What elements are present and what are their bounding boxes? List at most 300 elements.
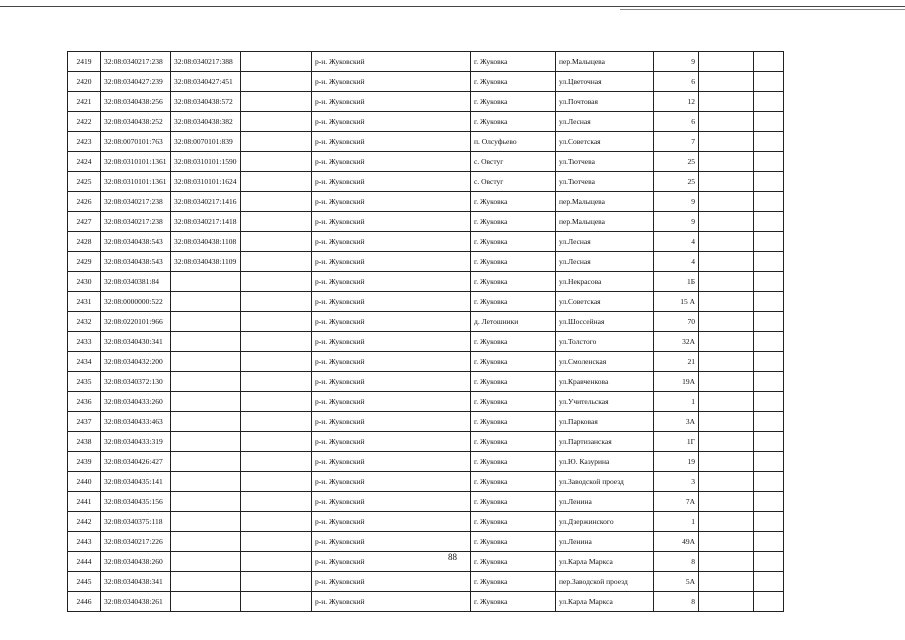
house-number-cell: 1 xyxy=(654,512,699,532)
empty-cell xyxy=(241,112,312,132)
street-cell: ул.Толстого xyxy=(556,332,654,352)
district-cell: р-н. Жуковский xyxy=(312,52,471,72)
town-cell: г. Жуковка xyxy=(471,552,556,572)
street-cell: ул.Лесная xyxy=(556,252,654,272)
empty-cell xyxy=(754,512,784,532)
row-number-cell: 2438 xyxy=(68,432,101,452)
town-cell: г. Жуковка xyxy=(471,252,556,272)
row-number-cell: 2422 xyxy=(68,112,101,132)
empty-cell xyxy=(241,412,312,432)
row-number-cell: 2442 xyxy=(68,512,101,532)
district-cell: р-н. Жуковский xyxy=(312,152,471,172)
empty-cell xyxy=(754,572,784,592)
cadastral-number-cell: 32:08:0340433:319 xyxy=(101,432,171,452)
premises-cadastral-number-cell: 32:08:0310101:1624 xyxy=(171,172,241,192)
table-row xyxy=(68,272,784,292)
premises-cadastral-number-cell xyxy=(171,372,241,392)
row-number-cell: 2446 xyxy=(68,592,101,612)
street-cell: ул.Лесная xyxy=(556,112,654,132)
table-row xyxy=(68,572,784,592)
house-number-cell: 7 xyxy=(654,132,699,152)
town-cell: г. Жуковка xyxy=(471,352,556,372)
row-number-cell: 2436 xyxy=(68,392,101,412)
house-number-cell: 4 xyxy=(654,232,699,252)
town-cell: п. Олсуфьево xyxy=(471,132,556,152)
empty-cell xyxy=(754,452,784,472)
premises-cadastral-number-cell: 32:08:0310101:1590 xyxy=(171,152,241,172)
premises-cadastral-number-cell xyxy=(171,272,241,292)
street-cell: ул.Советская xyxy=(556,292,654,312)
empty-cell xyxy=(241,532,312,552)
row-number-cell: 2431 xyxy=(68,292,101,312)
empty-cell xyxy=(241,252,312,272)
empty-cell xyxy=(754,532,784,552)
table-row xyxy=(68,92,784,112)
empty-cell xyxy=(699,532,754,552)
empty-cell xyxy=(241,352,312,372)
premises-cadastral-number-cell: 32:08:0340438:572 xyxy=(171,92,241,112)
town-cell: с. Овстуг xyxy=(471,172,556,192)
street-cell: ул.Некрасова xyxy=(556,272,654,292)
row-number-cell: 2426 xyxy=(68,192,101,212)
table-row xyxy=(68,152,784,172)
district-cell: р-н. Жуковский xyxy=(312,72,471,92)
premises-cadastral-number-cell xyxy=(171,432,241,452)
table-row xyxy=(68,412,784,432)
register-table-body xyxy=(68,52,784,612)
empty-cell xyxy=(754,592,784,612)
premises-cadastral-number-cell xyxy=(171,472,241,492)
empty-cell xyxy=(241,192,312,212)
table-row xyxy=(68,212,784,232)
row-number-cell: 2434 xyxy=(68,352,101,372)
empty-cell xyxy=(754,292,784,312)
street-cell: пер.Малыцева xyxy=(556,192,654,212)
house-number-cell: 70 xyxy=(654,312,699,332)
row-number-cell: 2423 xyxy=(68,132,101,152)
cadastral-number-cell: 32:08:0340438:341 xyxy=(101,572,171,592)
empty-cell xyxy=(699,352,754,372)
district-cell: р-н. Жуковский xyxy=(312,572,471,592)
cadastral-number-cell: 32:08:0340432:200 xyxy=(101,352,171,372)
district-cell: р-н. Жуковский xyxy=(312,452,471,472)
district-cell: р-н. Жуковский xyxy=(312,212,471,232)
house-number-cell: 32А xyxy=(654,332,699,352)
empty-cell xyxy=(754,232,784,252)
house-number-cell: 7А xyxy=(654,492,699,512)
empty-cell xyxy=(241,272,312,292)
town-cell: г. Жуковка xyxy=(471,532,556,552)
district-cell: р-н. Жуковский xyxy=(312,112,471,132)
table-row xyxy=(68,132,784,152)
town-cell: г. Жуковка xyxy=(471,232,556,252)
premises-cadastral-number-cell xyxy=(171,492,241,512)
empty-cell xyxy=(754,272,784,292)
house-number-cell: 12 xyxy=(654,92,699,112)
cadastral-number-cell: 32:08:0340381:84 xyxy=(101,272,171,292)
premises-cadastral-number-cell: 32:08:0340217:1418 xyxy=(171,212,241,232)
street-cell: ул.Ленина xyxy=(556,492,654,512)
empty-cell xyxy=(754,352,784,372)
empty-cell xyxy=(754,192,784,212)
row-number-cell: 2432 xyxy=(68,312,101,332)
house-number-cell: 4 xyxy=(654,252,699,272)
table-row xyxy=(68,592,784,612)
empty-cell xyxy=(699,492,754,512)
empty-cell xyxy=(241,212,312,232)
town-cell: г. Жуковка xyxy=(471,512,556,532)
empty-cell xyxy=(754,252,784,272)
empty-cell xyxy=(754,372,784,392)
house-number-cell: 9 xyxy=(654,52,699,72)
town-cell: г. Жуковка xyxy=(471,272,556,292)
district-cell: р-н. Жуковский xyxy=(312,292,471,312)
empty-cell xyxy=(699,52,754,72)
street-cell: ул.Лесная xyxy=(556,232,654,252)
street-cell: ул.Тютчева xyxy=(556,172,654,192)
row-number-cell: 2433 xyxy=(68,332,101,352)
house-number-cell: 6 xyxy=(654,72,699,92)
cadastral-number-cell: 32:08:0340426:427 xyxy=(101,452,171,472)
town-cell: г. Жуковка xyxy=(471,112,556,132)
house-number-cell: 8 xyxy=(654,552,699,572)
table-row xyxy=(68,312,784,332)
row-number-cell: 2420 xyxy=(68,72,101,92)
row-number-cell: 2429 xyxy=(68,252,101,272)
empty-cell xyxy=(754,432,784,452)
district-cell: р-н. Жуковский xyxy=(312,332,471,352)
table-row xyxy=(68,112,784,132)
cadastral-number-cell: 32:08:0340430:341 xyxy=(101,332,171,352)
premises-cadastral-number-cell: 32:08:0340217:388 xyxy=(171,52,241,72)
empty-cell xyxy=(241,512,312,532)
empty-cell xyxy=(241,132,312,152)
empty-cell xyxy=(241,452,312,472)
house-number-cell: 3 xyxy=(654,472,699,492)
street-cell: ул.Кравченкова xyxy=(556,372,654,392)
house-number-cell: 25 xyxy=(654,172,699,192)
cadastral-number-cell: 32:08:0340427:239 xyxy=(101,72,171,92)
row-number-cell: 2441 xyxy=(68,492,101,512)
empty-cell xyxy=(699,72,754,92)
town-cell: г. Жуковка xyxy=(471,392,556,412)
empty-cell xyxy=(699,452,754,472)
table-row xyxy=(68,172,784,192)
empty-cell xyxy=(754,332,784,352)
row-number-cell: 2428 xyxy=(68,232,101,252)
district-cell: р-н. Жуковский xyxy=(312,192,471,212)
town-cell: г. Жуковка xyxy=(471,572,556,592)
street-cell: ул.Цветочная xyxy=(556,72,654,92)
street-cell: ул.Советская xyxy=(556,132,654,152)
empty-cell xyxy=(241,332,312,352)
cadastral-number-cell: 32:08:0340438:261 xyxy=(101,592,171,612)
empty-cell xyxy=(754,392,784,412)
empty-cell xyxy=(241,372,312,392)
town-cell: г. Жуковка xyxy=(471,212,556,232)
house-number-cell: 1 xyxy=(654,392,699,412)
street-cell: ул.Учительская xyxy=(556,392,654,412)
premises-cadastral-number-cell: 32:08:0340427:451 xyxy=(171,72,241,92)
empty-cell xyxy=(754,72,784,92)
district-cell: р-н. Жуковский xyxy=(312,252,471,272)
house-number-cell: 9 xyxy=(654,212,699,232)
house-number-cell: 3А xyxy=(654,412,699,432)
empty-cell xyxy=(241,592,312,612)
empty-cell xyxy=(241,72,312,92)
cadastral-number-cell: 32:08:0340217:238 xyxy=(101,212,171,232)
town-cell: г. Жуковка xyxy=(471,452,556,472)
street-cell: пер.Заводской проезд xyxy=(556,572,654,592)
town-cell: г. Жуковка xyxy=(471,492,556,512)
empty-cell xyxy=(699,432,754,452)
district-cell: р-н. Жуковский xyxy=(312,432,471,452)
empty-cell xyxy=(241,492,312,512)
district-cell: р-н. Жуковский xyxy=(312,372,471,392)
empty-cell xyxy=(241,432,312,452)
street-cell: пер.Малыцева xyxy=(556,212,654,232)
cadastral-number-cell: 32:08:0310101:1361 xyxy=(101,172,171,192)
empty-cell xyxy=(699,372,754,392)
house-number-cell: 9 xyxy=(654,192,699,212)
town-cell: г. Жуковка xyxy=(471,472,556,492)
street-cell: ул.Почтовая xyxy=(556,92,654,112)
empty-cell xyxy=(699,592,754,612)
premises-cadastral-number-cell xyxy=(171,312,241,332)
street-cell: ул.Тютчева xyxy=(556,152,654,172)
street-cell: ул.Карла Маркса xyxy=(556,552,654,572)
street-cell: ул.Смоленская xyxy=(556,352,654,372)
district-cell: р-н. Жуковский xyxy=(312,512,471,532)
town-cell: д. Летошники xyxy=(471,312,556,332)
premises-cadastral-number-cell xyxy=(171,532,241,552)
empty-cell xyxy=(754,412,784,432)
house-number-cell: 6 xyxy=(654,112,699,132)
empty-cell xyxy=(699,332,754,352)
empty-cell xyxy=(699,572,754,592)
premises-cadastral-number-cell xyxy=(171,512,241,532)
cadastral-number-cell: 32:08:0340433:463 xyxy=(101,412,171,432)
district-cell: р-н. Жуковский xyxy=(312,312,471,332)
cadastral-number-cell: 32:08:0340217:238 xyxy=(101,52,171,72)
row-number-cell: 2444 xyxy=(68,552,101,572)
register-table xyxy=(67,51,784,612)
cadastral-number-cell: 32:08:0340438:260 xyxy=(101,552,171,572)
premises-cadastral-number-cell: 32:08:0340438:1109 xyxy=(171,252,241,272)
empty-cell xyxy=(241,172,312,192)
premises-cadastral-number-cell xyxy=(171,592,241,612)
premises-cadastral-number-cell xyxy=(171,292,241,312)
house-number-cell: 1Б xyxy=(654,272,699,292)
table-row xyxy=(68,472,784,492)
empty-cell xyxy=(754,472,784,492)
row-number-cell: 2439 xyxy=(68,452,101,472)
cadastral-number-cell: 32:08:0340435:156 xyxy=(101,492,171,512)
table-row xyxy=(68,492,784,512)
top-rule xyxy=(0,6,905,7)
empty-cell xyxy=(241,392,312,412)
empty-cell xyxy=(754,492,784,512)
premises-cadastral-number-cell xyxy=(171,392,241,412)
empty-cell xyxy=(699,252,754,272)
house-number-cell: 15 А xyxy=(654,292,699,312)
district-cell: р-н. Жуковский xyxy=(312,132,471,152)
premises-cadastral-number-cell xyxy=(171,352,241,372)
table-row xyxy=(68,392,784,412)
table-row xyxy=(68,332,784,352)
cadastral-number-cell: 32:08:0340438:543 xyxy=(101,232,171,252)
empty-cell xyxy=(754,132,784,152)
empty-cell xyxy=(699,292,754,312)
premises-cadastral-number-cell: 32:08:0340438:382 xyxy=(171,112,241,132)
district-cell: р-н. Жуковский xyxy=(312,92,471,112)
row-number-cell: 2427 xyxy=(68,212,101,232)
cadastral-number-cell: 32:08:0000000:522 xyxy=(101,292,171,312)
street-cell: ул.Ю. Казурина xyxy=(556,452,654,472)
cadastral-number-cell: 32:08:0310101:1361 xyxy=(101,152,171,172)
premises-cadastral-number-cell xyxy=(171,572,241,592)
empty-cell xyxy=(241,92,312,112)
cadastral-number-cell: 32:08:0340435:141 xyxy=(101,472,171,492)
town-cell: с. Овстуг xyxy=(471,152,556,172)
table-row xyxy=(68,72,784,92)
empty-cell xyxy=(754,52,784,72)
row-number-cell: 2421 xyxy=(68,92,101,112)
table-row xyxy=(68,52,784,72)
row-number-cell: 2419 xyxy=(68,52,101,72)
table-row xyxy=(68,292,784,312)
empty-cell xyxy=(754,152,784,172)
district-cell: р-н. Жуковский xyxy=(312,232,471,252)
table-row xyxy=(68,452,784,472)
table-row xyxy=(68,352,784,372)
top-rule-secondary xyxy=(620,9,905,10)
town-cell: г. Жуковка xyxy=(471,432,556,452)
empty-cell xyxy=(754,112,784,132)
cadastral-number-cell: 32:08:0220101:966 xyxy=(101,312,171,332)
empty-cell xyxy=(241,152,312,172)
empty-cell xyxy=(699,112,754,132)
row-number-cell: 2424 xyxy=(68,152,101,172)
house-number-cell: 21 xyxy=(654,352,699,372)
premises-cadastral-number-cell: 32:08:0340217:1416 xyxy=(171,192,241,212)
row-number-cell: 2435 xyxy=(68,372,101,392)
empty-cell xyxy=(754,172,784,192)
street-cell: ул.Ленина xyxy=(556,532,654,552)
empty-cell xyxy=(699,392,754,412)
district-cell: р-н. Жуковский xyxy=(312,472,471,492)
cadastral-number-cell: 32:08:0340375:118 xyxy=(101,512,171,532)
empty-cell xyxy=(754,212,784,232)
empty-cell xyxy=(699,312,754,332)
table-row xyxy=(68,432,784,452)
house-number-cell: 1Г xyxy=(654,432,699,452)
empty-cell xyxy=(699,512,754,532)
table-row xyxy=(68,252,784,272)
empty-cell xyxy=(699,272,754,292)
district-cell: р-н. Жуковский xyxy=(312,352,471,372)
street-cell: ул.Шоссейная xyxy=(556,312,654,332)
empty-cell xyxy=(699,172,754,192)
row-number-cell: 2443 xyxy=(68,532,101,552)
street-cell: ул.Карла Маркса xyxy=(556,592,654,612)
empty-cell xyxy=(241,292,312,312)
house-number-cell: 19А xyxy=(654,372,699,392)
cadastral-number-cell: 32:08:0340217:238 xyxy=(101,192,171,212)
town-cell: г. Жуковка xyxy=(471,72,556,92)
empty-cell xyxy=(241,472,312,492)
house-number-cell: 5А xyxy=(654,572,699,592)
row-number-cell: 2440 xyxy=(68,472,101,492)
page-number: 88 xyxy=(448,552,457,562)
empty-cell xyxy=(699,152,754,172)
row-number-cell: 2425 xyxy=(68,172,101,192)
table-row xyxy=(68,372,784,392)
premises-cadastral-number-cell: 32:08:0070101:839 xyxy=(171,132,241,152)
empty-cell xyxy=(241,52,312,72)
town-cell: г. Жуковка xyxy=(471,52,556,72)
empty-cell xyxy=(699,232,754,252)
table-row xyxy=(68,532,784,552)
town-cell: г. Жуковка xyxy=(471,192,556,212)
empty-cell xyxy=(699,92,754,112)
empty-cell xyxy=(699,472,754,492)
town-cell: г. Жуковка xyxy=(471,92,556,112)
cadastral-number-cell: 32:08:0340372:130 xyxy=(101,372,171,392)
table-row xyxy=(68,512,784,532)
street-cell: ул.Партизанская xyxy=(556,432,654,452)
town-cell: г. Жуковка xyxy=(471,592,556,612)
district-cell: р-н. Жуковский xyxy=(312,532,471,552)
district-cell: р-н. Жуковский xyxy=(312,552,471,572)
town-cell: г. Жуковка xyxy=(471,292,556,312)
house-number-cell: 8 xyxy=(654,592,699,612)
empty-cell xyxy=(241,312,312,332)
town-cell: г. Жуковка xyxy=(471,412,556,432)
cadastral-number-cell: 32:08:0340438:256 xyxy=(101,92,171,112)
premises-cadastral-number-cell xyxy=(171,452,241,472)
district-cell: р-н. Жуковский xyxy=(312,172,471,192)
row-number-cell: 2445 xyxy=(68,572,101,592)
premises-cadastral-number-cell: 32:08:0340438:1108 xyxy=(171,232,241,252)
district-cell: р-н. Жуковский xyxy=(312,592,471,612)
table-row xyxy=(68,192,784,212)
cadastral-number-cell: 32:08:0340438:543 xyxy=(101,252,171,272)
cadastral-number-cell: 32:08:0340217:226 xyxy=(101,532,171,552)
cadastral-number-cell: 32:08:0340433:260 xyxy=(101,392,171,412)
street-cell: ул.Заводской проезд xyxy=(556,472,654,492)
street-cell: ул.Дзержинского xyxy=(556,512,654,532)
street-cell: ул.Парковая xyxy=(556,412,654,432)
district-cell: р-н. Жуковский xyxy=(312,272,471,292)
town-cell: г. Жуковка xyxy=(471,332,556,352)
empty-cell xyxy=(241,232,312,252)
empty-cell xyxy=(699,132,754,152)
empty-cell xyxy=(699,192,754,212)
town-cell: г. Жуковка xyxy=(471,372,556,392)
empty-cell xyxy=(699,412,754,432)
table-row xyxy=(68,232,784,252)
district-cell: р-н. Жуковский xyxy=(312,412,471,432)
cadastral-number-cell: 32:08:0340438:252 xyxy=(101,112,171,132)
row-number-cell: 2430 xyxy=(68,272,101,292)
empty-cell xyxy=(754,312,784,332)
empty-cell xyxy=(699,212,754,232)
district-cell: р-н. Жуковский xyxy=(312,392,471,412)
street-cell: пер.Малыцева xyxy=(556,52,654,72)
premises-cadastral-number-cell xyxy=(171,332,241,352)
row-number-cell: 2437 xyxy=(68,412,101,432)
